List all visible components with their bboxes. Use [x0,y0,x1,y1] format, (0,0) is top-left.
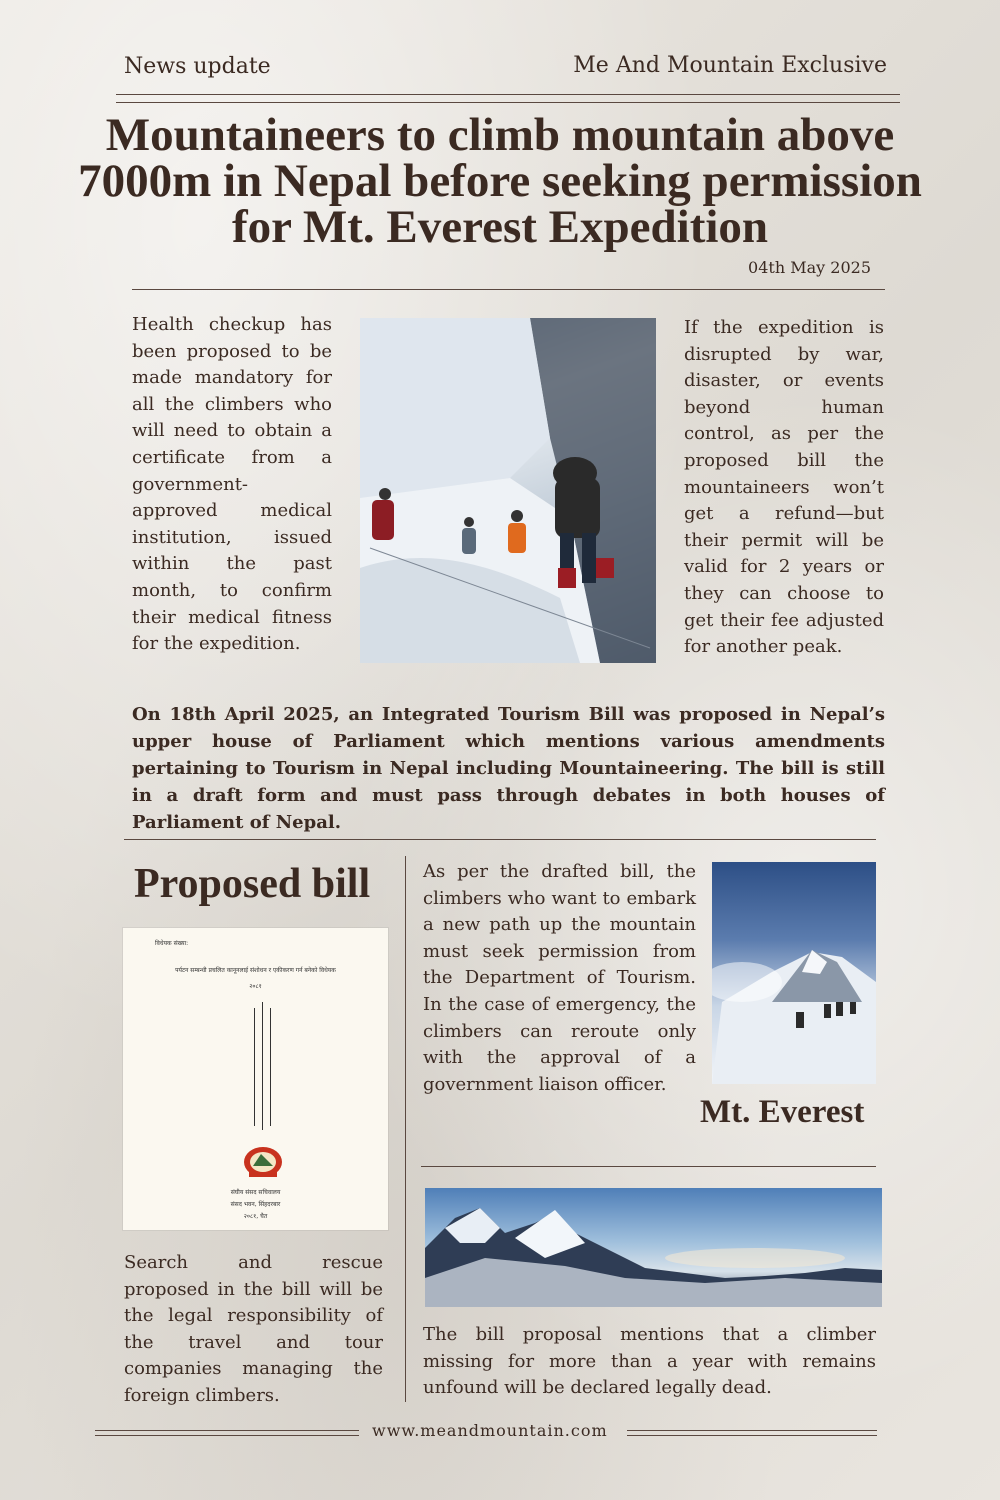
new-path-text: As per the drafted bill, the climbers who want to embark a new path up the mountain must seek permission from the Department of Tourism. In the case of emergency, the climbers can reroute only with the approval of a government liaison officer. [423,861,696,1095]
lead-paragraph: On 18th April 2025, an Integrated Tourism Bill was proposed in Nepal’s upper house of Parliament which mentions various amendments pertaining to Tourism in Nepal including Mountaineering. The bill is still in a draft form and must pass through debates in both houses of Parliament of Nepal. [132,704,885,833]
doc-year: २०८१ [249,983,262,990]
health-checkup-text: Health checkup has been proposed to be made mandatory for all the climbers who will need to obtain a certificate from a government-approved medical institution, issued within the past month, to confirm their medical fitness for the expedition. [132,314,332,655]
doc-bill-title: पर्यटन सम्बन्धी प्रचलित कानूनलाई संशोधन र एकीकरण गर्न बनेको विधेयक [175,967,336,974]
doc-secretariat: संघीय संसद सचिवालय [230,1189,281,1196]
section-label: News update [124,54,271,79]
doc-address: संसद भवन, सिंहदरबार [230,1201,281,1208]
publish-date: 04th May 2025 [748,258,871,277]
proposed-bill-title: Proposed bill [134,861,371,907]
header-rule-bottom [116,102,900,103]
headline: Mountaineers to climb mountain above 7000m in Nepal before seeking permission for Mt. Everest Expedition [78,109,922,253]
everest-illustration [712,862,876,1084]
doc-line-2 [262,1002,263,1130]
everest-climbers-photo [712,862,876,1084]
headline-rule [132,289,885,290]
section-rule [124,839,876,840]
climbers-illustration [360,318,656,663]
climbers-photo [360,318,656,663]
doc-line-1 [254,1008,255,1126]
bill-document-image [123,928,388,1230]
search-rescue-text: Search and rescue proposed in the bill will be the legal responsibility of the travel and tour companies managing the foreign climbers. [124,1252,383,1406]
footer-rule-left-1 [95,1430,359,1431]
column-divider [405,856,406,1402]
publication-name: Me And Mountain Exclusive [573,53,887,78]
doc-bill-number: विधेयक संख्या: [155,940,189,947]
footer-rule-right-1 [627,1430,877,1431]
everest-caption: Mt. Everest [700,1094,865,1130]
doc-date: २०८१, चैत [243,1213,268,1220]
middle-rule [421,1166,876,1167]
website-link[interactable]: www.meandmountain.com [372,1421,608,1440]
header-rule-top [116,94,900,95]
footer-rule-left-2 [95,1435,359,1436]
doc-line-3 [270,1008,271,1126]
footer-rule-right-2 [627,1435,877,1436]
emblem-icon [241,1142,285,1180]
panorama-illustration [425,1188,882,1307]
declared-dead-text: The bill proposal mentions that a climber missing for more than a year with remains unfound will be declared legally dead. [423,1324,876,1399]
himalaya-panorama-photo [425,1188,882,1307]
refund-text: If the expedition is disrupted by war, disaster, or events beyond human control, as per the proposed bill the mountaineers won’t get a refund—but their permit will be valid for 2 years or they can choose to get their fee adjusted for another peak. [684,317,884,658]
